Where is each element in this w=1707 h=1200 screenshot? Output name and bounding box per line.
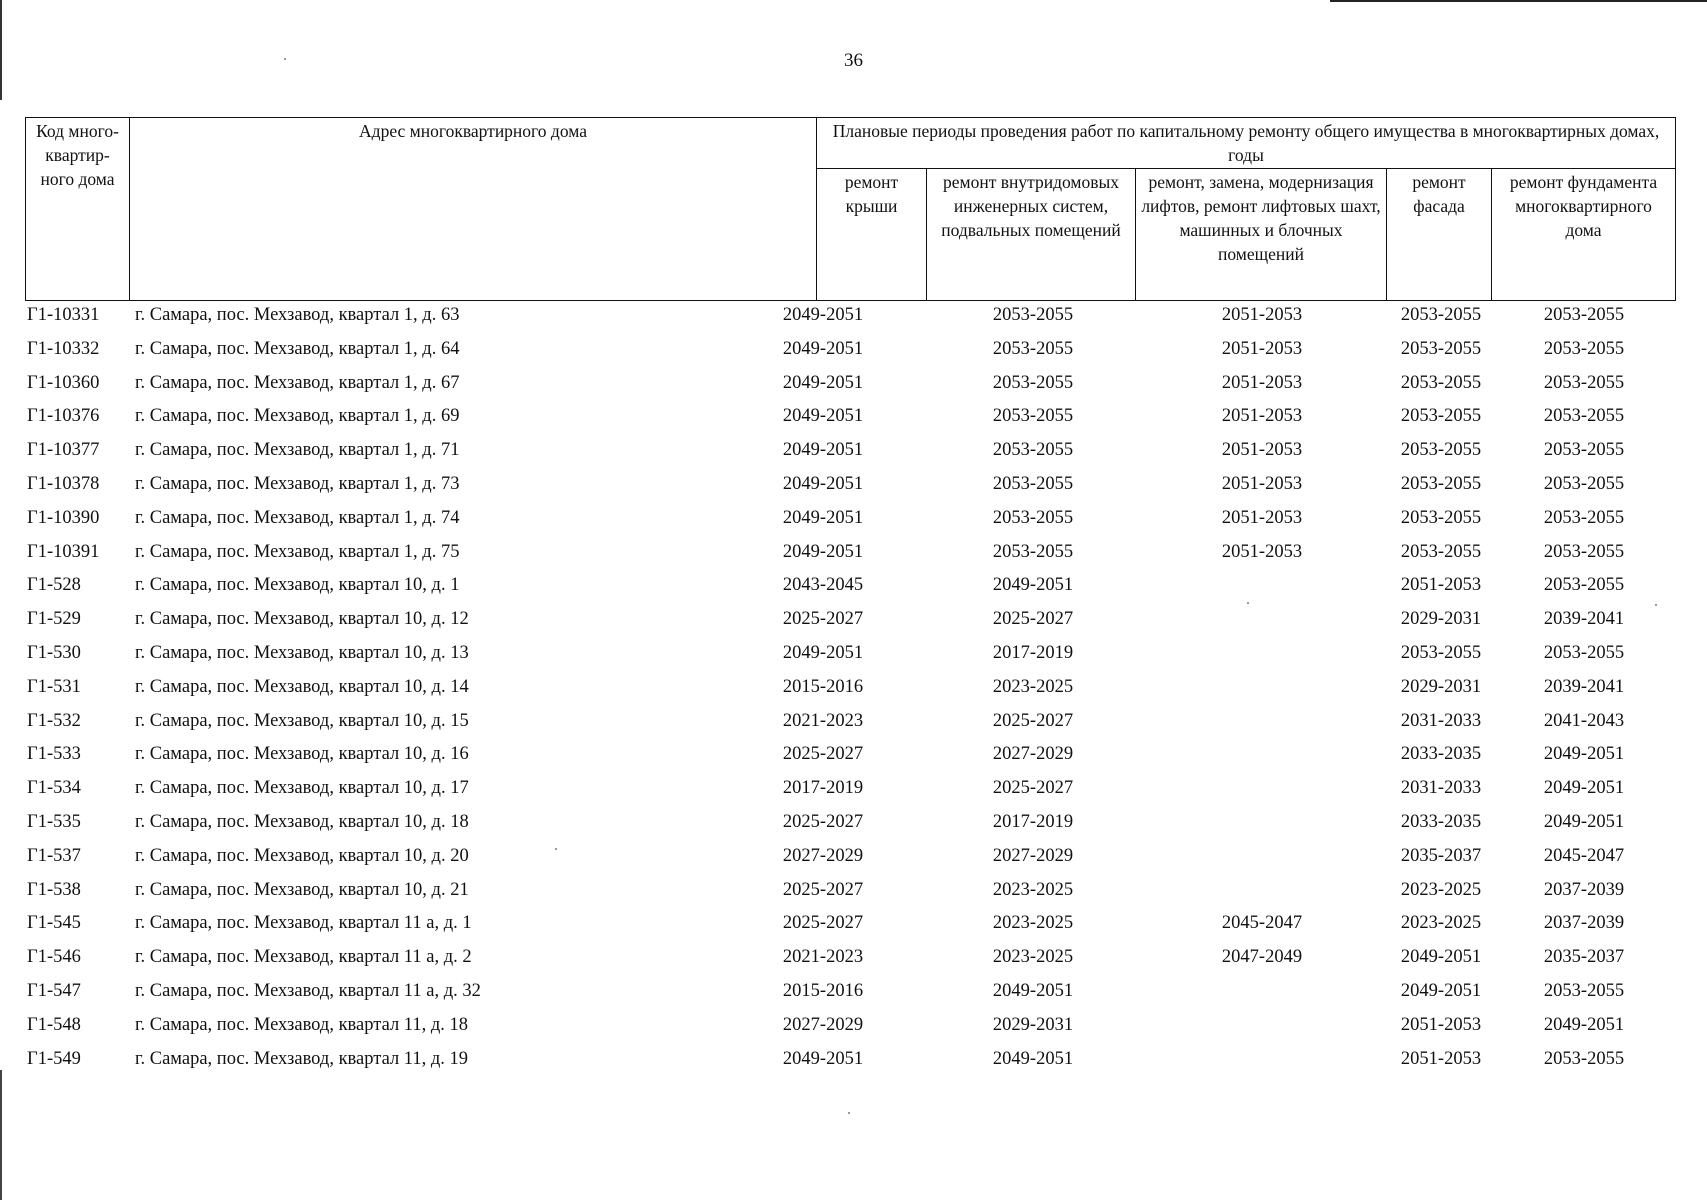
- foundation-period-cell: 2053-2055: [1543, 507, 1625, 528]
- roof-period-cell: 2025-2027: [782, 811, 864, 832]
- lifts-period-cell: 2051-2053: [1221, 541, 1303, 562]
- table-row: [0, 504, 1707, 538]
- roof-period-cell: 2049-2051: [782, 541, 864, 562]
- facade-period-cell: 2049-2051: [1400, 980, 1482, 1001]
- roof-period-cell: 2049-2051: [782, 642, 864, 663]
- roof-period-cell: 2027-2029: [782, 845, 864, 866]
- engineering-period-cell: 2025-2027: [992, 710, 1074, 731]
- table-row: [0, 876, 1707, 910]
- roof-column-header: ремонт крыши: [817, 169, 927, 301]
- house-code-cell: Г1-10360: [27, 372, 100, 393]
- engineering-column-header: ремонт внутридомовых инженерных систем, подвальных помещений: [927, 169, 1136, 301]
- address-cell: г. Самара, пос. Мехзавод, квартал 1, д. 75: [135, 541, 460, 562]
- roof-period-cell: 2015-2016: [782, 676, 864, 697]
- address-cell: г. Самара, пос. Мехзавод, квартал 10, д. 14: [135, 676, 469, 697]
- foundation-period-cell: 2053-2055: [1543, 541, 1625, 562]
- roof-period-cell: 2043-2045: [782, 575, 864, 596]
- engineering-period-cell: 2049-2051: [992, 575, 1074, 596]
- house-code-cell: Г1-10332: [27, 338, 100, 359]
- house-code-cell: Г1-537: [27, 845, 81, 866]
- house-code-cell: Г1-546: [27, 947, 81, 968]
- engineering-period-cell: 2049-2051: [992, 1048, 1074, 1069]
- house-code-cell: Г1-10377: [27, 440, 100, 461]
- address-cell: г. Самара, пос. Мехзавод, квартал 11 а, д. 1: [135, 913, 472, 934]
- address-cell: г. Самара, пос. Мехзавод, квартал 11 а, д. 2: [135, 947, 472, 968]
- house-code-cell: Г1-538: [27, 879, 81, 900]
- engineering-period-cell: 2027-2029: [992, 845, 1074, 866]
- table-row: [0, 707, 1707, 741]
- table-body: [0, 301, 1707, 1078]
- scan-speck: [848, 1112, 850, 1114]
- foundation-period-cell: 2053-2055: [1543, 1048, 1625, 1069]
- house-code-cell: Г1-548: [27, 1014, 81, 1035]
- roof-period-cell: 2017-2019: [782, 778, 864, 799]
- foundation-period-cell: 2053-2055: [1543, 642, 1625, 663]
- house-code-cell: Г1-10378: [27, 473, 100, 494]
- roof-period-cell: 2049-2051: [782, 305, 864, 325]
- roof-period-cell: 2049-2051: [782, 507, 864, 528]
- house-code-cell: Г1-547: [27, 980, 81, 1001]
- address-cell: г. Самара, пос. Мехзавод, квартал 11, д. 19: [135, 1048, 469, 1069]
- lifts-period-cell: 2051-2053: [1221, 338, 1303, 359]
- foundation-period-cell: 2035-2037: [1543, 947, 1625, 968]
- facade-period-cell: 2033-2035: [1400, 811, 1482, 832]
- house-code-cell: Г1-532: [27, 710, 81, 731]
- table-row: [0, 436, 1707, 470]
- foundation-period-cell: 2049-2051: [1543, 744, 1625, 765]
- engineering-period-cell: 2053-2055: [992, 305, 1074, 325]
- foundation-period-cell: 2053-2055: [1543, 338, 1625, 359]
- address-cell: г. Самара, пос. Мехзавод, квартал 10, д. 13: [135, 642, 469, 663]
- engineering-period-cell: 2053-2055: [992, 338, 1074, 359]
- roof-period-cell: 2025-2027: [782, 879, 864, 900]
- address-cell: г. Самара, пос. Мехзавод, квартал 11, д. 18: [135, 1014, 469, 1035]
- address-cell: г. Самара, пос. Мехзавод, квартал 10, д. 18: [135, 811, 469, 832]
- address-cell: г. Самара, пос. Мехзавод, квартал 10, д. 17: [135, 778, 469, 799]
- roof-period-cell: 2049-2051: [782, 406, 864, 427]
- foundation-period-cell: 2053-2055: [1543, 575, 1625, 596]
- engineering-period-cell: 2053-2055: [992, 507, 1074, 528]
- foundation-period-cell: 2049-2051: [1543, 778, 1625, 799]
- facade-period-cell: 2053-2055: [1400, 642, 1482, 663]
- roof-period-cell: 2049-2051: [782, 440, 864, 461]
- table-row: [0, 538, 1707, 572]
- house-code-cell: Г1-549: [27, 1048, 81, 1069]
- facade-period-cell: 2053-2055: [1400, 305, 1482, 325]
- table-row: [0, 639, 1707, 673]
- house-code-cell: Г1-533: [27, 744, 81, 765]
- foundation-period-cell: 2041-2043: [1543, 710, 1625, 731]
- roof-period-cell: 2027-2029: [782, 1014, 864, 1035]
- table-row: [0, 1011, 1707, 1045]
- address-cell: г. Самара, пос. Мехзавод, квартал 10, д. 1: [135, 575, 460, 596]
- lifts-period-cell: 2051-2053: [1221, 372, 1303, 393]
- address-column-header: Адрес многоквартирного дома: [130, 118, 817, 301]
- engineering-period-cell: 2023-2025: [992, 913, 1074, 934]
- address-cell: г. Самара, пос. Мехзавод, квартал 10, д. 21: [135, 879, 469, 900]
- engineering-period-cell: 2027-2029: [992, 744, 1074, 765]
- foundation-period-cell: 2049-2051: [1543, 811, 1625, 832]
- facade-period-cell: 2053-2055: [1400, 406, 1482, 427]
- foundation-period-cell: 2053-2055: [1543, 440, 1625, 461]
- table-row: [0, 369, 1707, 403]
- facade-period-cell: 2031-2033: [1400, 710, 1482, 731]
- house-code-cell: Г1-545: [27, 913, 81, 934]
- roof-period-cell: 2049-2051: [782, 1048, 864, 1069]
- facade-period-cell: 2031-2033: [1400, 778, 1482, 799]
- address-cell: г. Самара, пос. Мехзавод, квартал 10, д. 20: [135, 845, 469, 866]
- facade-period-cell: 2029-2031: [1400, 676, 1482, 697]
- house-code-cell: Г1-528: [27, 575, 81, 596]
- engineering-period-cell: 2053-2055: [992, 372, 1074, 393]
- roof-period-cell: 2049-2051: [782, 372, 864, 393]
- lifts-column-header: ремонт, замена, модернизация лифтов, ремонт лифтовых шахт, машинных и блочных помещений: [1136, 169, 1387, 301]
- foundation-period-cell: 2053-2055: [1543, 980, 1625, 1001]
- engineering-period-cell: 2025-2027: [992, 609, 1074, 630]
- foundation-period-cell: 2053-2055: [1543, 473, 1625, 494]
- house-code-cell: Г1-531: [27, 676, 81, 697]
- facade-period-cell: 2053-2055: [1400, 338, 1482, 359]
- facade-period-cell: 2049-2051: [1400, 947, 1482, 968]
- table-row: [0, 402, 1707, 436]
- scan-line-decoration: [1330, 0, 1707, 2]
- house-code-cell: Г1-10376: [27, 406, 100, 427]
- facade-period-cell: 2053-2055: [1400, 440, 1482, 461]
- house-code-cell: Г1-530: [27, 642, 81, 663]
- scan-edge-decoration: [0, 1070, 2, 1200]
- table-row: [0, 335, 1707, 369]
- table-row: [0, 571, 1707, 605]
- foundation-period-cell: 2053-2055: [1543, 372, 1625, 393]
- engineering-period-cell: 2053-2055: [992, 473, 1074, 494]
- house-code-cell: Г1-10390: [27, 507, 100, 528]
- foundation-period-cell: 2039-2041: [1543, 609, 1625, 630]
- engineering-period-cell: 2029-2031: [992, 1014, 1074, 1035]
- address-cell: г. Самара, пос. Мехзавод, квартал 1, д. 71: [135, 440, 460, 461]
- engineering-period-cell: 2053-2055: [992, 406, 1074, 427]
- foundation-period-cell: 2039-2041: [1543, 676, 1625, 697]
- table-row: [0, 977, 1707, 1011]
- engineering-period-cell: 2017-2019: [992, 642, 1074, 663]
- house-code-cell: Г1-535: [27, 811, 81, 832]
- table-row: [0, 740, 1707, 774]
- table-row: [0, 808, 1707, 842]
- foundation-period-cell: 2053-2055: [1543, 406, 1625, 427]
- table-row: [0, 943, 1707, 977]
- lifts-period-cell: 2047-2049: [1221, 947, 1303, 968]
- lifts-period-cell: 2045-2047: [1221, 913, 1303, 934]
- address-cell: г. Самара, пос. Мехзавод, квартал 11 а, д. 32: [135, 980, 481, 1001]
- lifts-period-cell: 2051-2053: [1221, 406, 1303, 427]
- engineering-period-cell: 2023-2025: [992, 947, 1074, 968]
- foundation-period-cell: 2037-2039: [1543, 913, 1625, 934]
- address-cell: г. Самара, пос. Мехзавод, квартал 1, д. 63: [135, 305, 460, 325]
- facade-period-cell: 2035-2037: [1400, 845, 1482, 866]
- facade-period-cell: 2053-2055: [1400, 541, 1482, 562]
- table-row: [0, 909, 1707, 943]
- table-row: [0, 842, 1707, 876]
- roof-period-cell: 2015-2016: [782, 980, 864, 1001]
- facade-period-cell: 2053-2055: [1400, 507, 1482, 528]
- facade-period-cell: 2053-2055: [1400, 473, 1482, 494]
- address-cell: г. Самара, пос. Мехзавод, квартал 1, д. 74: [135, 507, 460, 528]
- table-row: [0, 673, 1707, 707]
- facade-period-cell: 2023-2025: [1400, 913, 1482, 934]
- table-header: [25, 117, 1676, 301]
- table-row: [0, 1045, 1707, 1079]
- foundation-period-cell: 2049-2051: [1543, 1014, 1625, 1035]
- foundation-period-cell: 2045-2047: [1543, 845, 1625, 866]
- lifts-period-cell: 2051-2053: [1221, 440, 1303, 461]
- address-cell: г. Самара, пос. Мехзавод, квартал 1, д. 67: [135, 372, 460, 393]
- roof-period-cell: 2025-2027: [782, 913, 864, 934]
- periods-group-header: Плановые периоды проведения работ по капитальному ремонту общего имущества в многоквартирных домах, годы: [817, 118, 1676, 169]
- lifts-period-cell: 2051-2053: [1221, 473, 1303, 494]
- facade-period-cell: 2033-2035: [1400, 744, 1482, 765]
- table-row: [0, 470, 1707, 504]
- page-number: 36: [844, 50, 863, 71]
- house-code-cell: Г1-534: [27, 778, 81, 799]
- house-code-cell: Г1-10391: [27, 541, 100, 562]
- address-cell: г. Самара, пос. Мехзавод, квартал 1, д. 64: [135, 338, 460, 359]
- roof-period-cell: 2025-2027: [782, 609, 864, 630]
- address-cell: г. Самара, пос. Мехзавод, квартал 10, д. 16: [135, 744, 469, 765]
- engineering-period-cell: 2025-2027: [992, 778, 1074, 799]
- code-column-header: Код много-квартир-ного дома: [26, 118, 130, 301]
- roof-period-cell: 2021-2023: [782, 710, 864, 731]
- address-cell: г. Самара, пос. Мехзавод, квартал 1, д. 69: [135, 406, 460, 427]
- address-cell: г. Самара, пос. Мехзавод, квартал 1, д. 73: [135, 473, 460, 494]
- roof-period-cell: 2021-2023: [782, 947, 864, 968]
- facade-period-cell: 2053-2055: [1400, 372, 1482, 393]
- roof-period-cell: 2049-2051: [782, 338, 864, 359]
- lifts-period-cell: 2051-2053: [1221, 507, 1303, 528]
- engineering-period-cell: 2049-2051: [992, 980, 1074, 1001]
- facade-period-cell: 2023-2025: [1400, 879, 1482, 900]
- house-code-cell: Г1-529: [27, 609, 81, 630]
- roof-period-cell: 2049-2051: [782, 473, 864, 494]
- foundation-period-cell: 2037-2039: [1543, 879, 1625, 900]
- engineering-period-cell: 2053-2055: [992, 440, 1074, 461]
- facade-period-cell: 2029-2031: [1400, 609, 1482, 630]
- facade-period-cell: 2051-2053: [1400, 1014, 1482, 1035]
- table-row: [0, 774, 1707, 808]
- engineering-period-cell: 2023-2025: [992, 676, 1074, 697]
- table-row: [0, 301, 1707, 335]
- facade-period-cell: 2051-2053: [1400, 1048, 1482, 1069]
- engineering-period-cell: 2053-2055: [992, 541, 1074, 562]
- foundation-column-header: ремонт фундамента многоквартирного дома: [1492, 169, 1676, 301]
- engineering-period-cell: 2023-2025: [992, 879, 1074, 900]
- house-code-cell: Г1-10331: [27, 305, 100, 325]
- lifts-period-cell: 2051-2053: [1221, 305, 1303, 325]
- facade-period-cell: 2051-2053: [1400, 575, 1482, 596]
- address-cell: г. Самара, пос. Мехзавод, квартал 10, д. 12: [135, 609, 469, 630]
- roof-period-cell: 2025-2027: [782, 744, 864, 765]
- table-row: [0, 605, 1707, 639]
- facade-column-header: ремонт фасада: [1387, 169, 1492, 301]
- engineering-period-cell: 2017-2019: [992, 811, 1074, 832]
- foundation-period-cell: 2053-2055: [1543, 305, 1625, 325]
- address-cell: г. Самара, пос. Мехзавод, квартал 10, д. 15: [135, 710, 469, 731]
